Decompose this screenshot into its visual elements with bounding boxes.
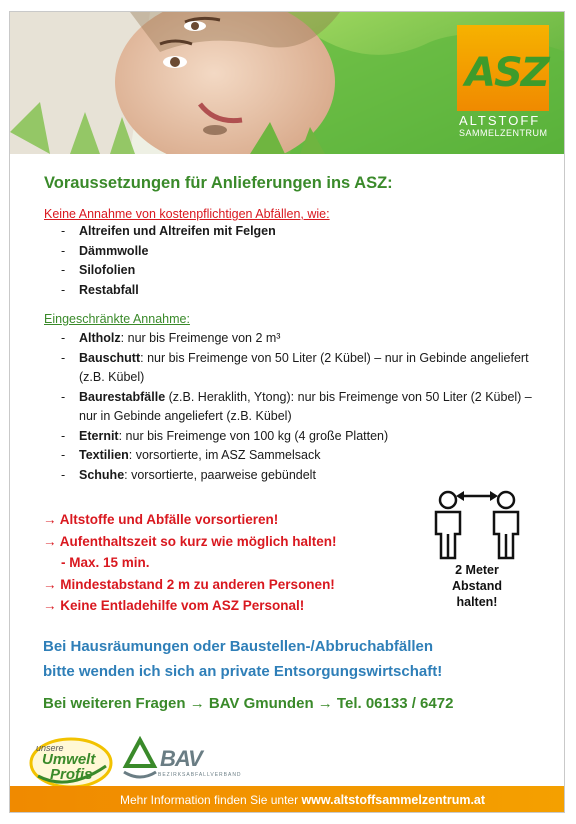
list-item: - Bauschutt: nur bis Freimenge von 50 Liter (2 Kübel) – nur in Gebinde angeliefert (z.B. Kübel): [61, 350, 529, 384]
asz-logo-text: ASZ: [465, 50, 548, 96]
two-people-distance-icon: [420, 486, 534, 560]
list-item: - Textilien: vorsortierte, im ASZ Sammelsack: [61, 448, 321, 462]
asz-logo-line1: ALTSTOFF: [459, 113, 541, 128]
footer-url-link[interactable]: www.altstoffsammelzentrum.at: [301, 793, 486, 807]
no-accept-title: Keine Annahme von kostenpflichtigen Abfällen, wie:: [44, 207, 330, 221]
no-accept-list: [44, 222, 534, 300]
limited-list: [44, 329, 534, 485]
poster: [9, 11, 565, 813]
distance-sign: [420, 486, 534, 612]
list-item: - Restabfall: [61, 282, 139, 297]
list-item: - Dämmwolle: [61, 243, 149, 258]
rule-item: → Aufenthaltszeit so kurz wie möglich halten!: [43, 533, 337, 549]
rules-list: [43, 509, 423, 617]
asz-logo-line2: SAMMELZENTRUM: [459, 128, 548, 138]
contact-line: Bei weiteren Fragen → BAV Gmunden → Tel. 06133 / 6472: [43, 695, 454, 712]
asz-logo: [457, 25, 555, 140]
list-item: - Altreifen und Altreifen mit Felgen: [61, 224, 276, 238]
bav-logo: BAV BEZIRKSABFALLVERBAND: [120, 736, 230, 788]
rule-item: → Altstoffe und Abfälle vorsortieren!: [43, 512, 279, 527]
recycling-icon: [120, 736, 160, 782]
header-photo: [10, 12, 565, 154]
list-item: - Schuhe: vorsortierte, paarweise gebündelt: [61, 467, 316, 482]
umwelt-profis-badge: unsere Umwelt Profis: [28, 736, 114, 790]
private-disposal-notice: Bei Hausräumungen oder Baustellen-/Abbruchabfällen bitte wenden ich sich an private Entsorgungswirtschaft!: [43, 638, 443, 680]
rule-subitem: - Max. 15 min.: [61, 555, 150, 570]
list-item: - Baurestabfälle (z.B. Heraklith, Ytong): nur bis Freimenge von 50 Liter (2 Kübel) – nur in Gebinde angeliefert (z.B. Kübel): [61, 389, 532, 423]
limited-title: Eingeschränkte Annahme:: [44, 312, 190, 326]
list-item: - Altholz: nur bis Freimenge von 2 m³: [61, 331, 281, 345]
rule-item: → Mindestabstand 2 m zu anderen Personen!: [43, 576, 335, 592]
list-item: - Silofolien: [61, 263, 136, 277]
main-heading: Voraussetzungen für Anlieferungen ins ASZ:: [44, 174, 393, 192]
footer-text: Mehr Information finden Sie unter: [120, 793, 302, 807]
list-item: - Eternit: nur bis Freimenge von 100 kg (4 große Platten): [61, 428, 389, 443]
rule-item: → Keine Entladehilfe vom ASZ Personal!: [43, 598, 305, 613]
footer-bar: [10, 786, 565, 813]
distance-label: 2 Meter Abstand halten!: [452, 563, 502, 609]
